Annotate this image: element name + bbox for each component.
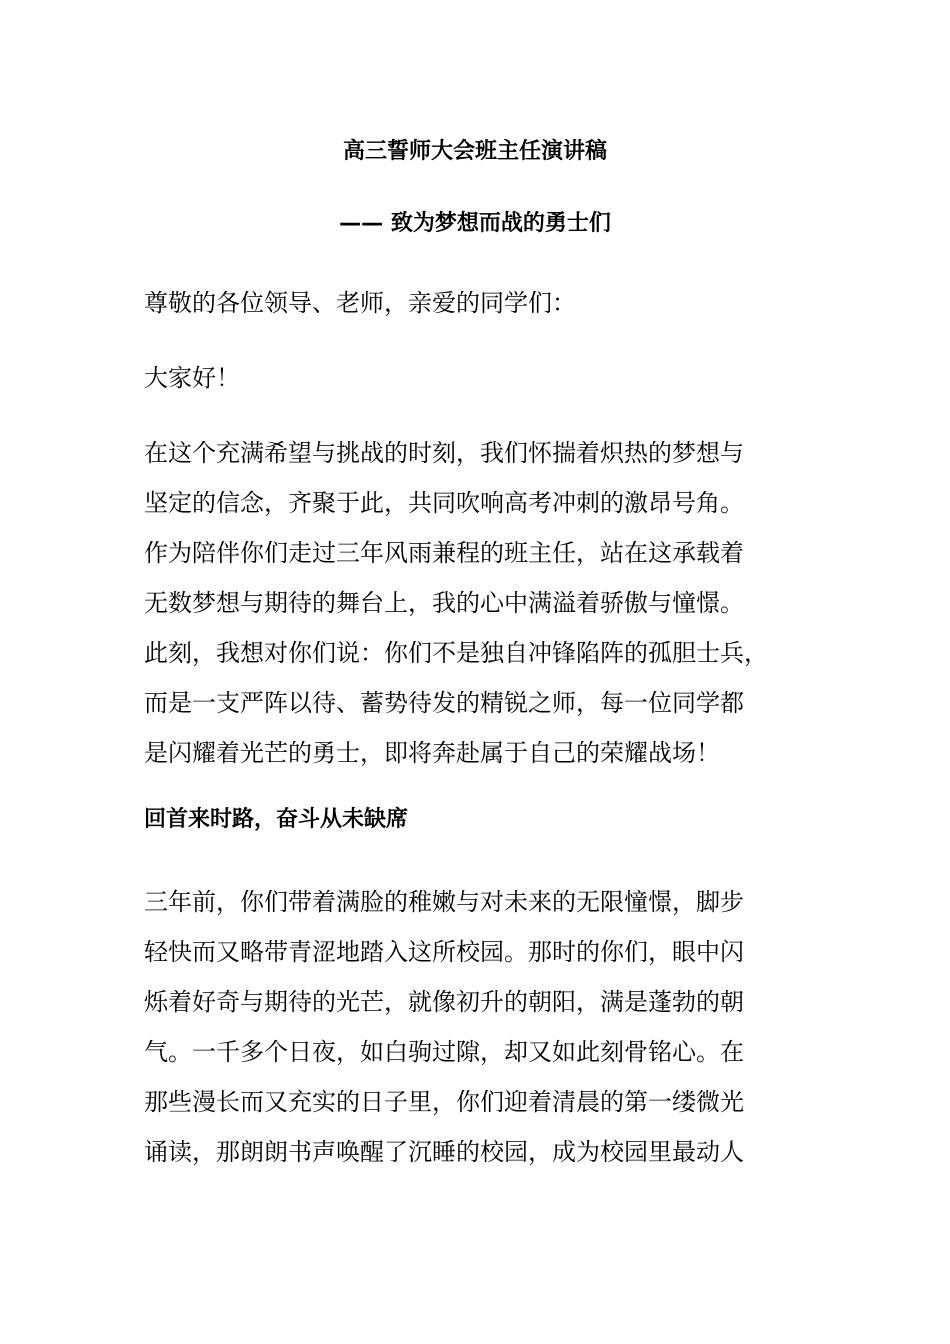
paragraph-line: 在这个充满希望与挑战的时刻，我们怀揣着炽热的梦想与	[144, 439, 744, 467]
document-subtitle: —— 致为梦想而战的勇士们	[339, 211, 611, 236]
salutation: 尊敬的各位领导、老师，亲爱的同学们：	[144, 289, 576, 317]
paragraph-line: 此刻，我想对你们说：你们不是独自冲锋陷阵的孤胆士兵，	[144, 639, 768, 667]
document-title: 高三誓师大会班主任演讲稿	[342, 139, 607, 164]
paragraph-line: 而是一支严阵以待、蓄势待发的精锐之师，每一位同学都	[144, 689, 744, 717]
paragraph-line: 坚定的信念，齐聚于此，共同吹响高考冲刺的激昂号角。	[144, 489, 744, 517]
paragraph-line: 烁着好奇与期待的光芒，就像初升的朝阳，满是蓬勃的朝	[144, 988, 744, 1016]
section-heading: 回首来时路，奋斗从未缺席	[144, 807, 409, 832]
paragraph-line: 三年前，你们带着满脸的稚嫩与对未来的无限憧憬，脚步	[144, 888, 744, 916]
paragraph-line: 那些漫长而又充实的日子里，你们迎着清晨的第一缕微光	[144, 1088, 744, 1116]
paragraph-retrospect	[144, 877, 806, 1177]
greeting: 大家好！	[144, 364, 240, 392]
paragraph-opening	[144, 428, 806, 778]
paragraph-line: 气。一千多个日夜，如白驹过隙，却又如此刻骨铭心。在	[144, 1038, 744, 1066]
paragraph-line: 作为陪伴你们走过三年风雨兼程的班主任，站在这承载着	[144, 539, 744, 567]
paragraph-line: 诵读，那朗朗书声唤醒了沉睡的校园，成为校园里最动人	[144, 1138, 744, 1166]
paragraph-line: 无数梦想与期待的舞台上，我的心中满溢着骄傲与憧憬。	[144, 589, 744, 617]
paragraph-line: 是闪耀着光芒的勇士，即将奔赴属于自己的荣耀战场！	[144, 739, 720, 767]
paragraph-line: 轻快而又略带青涩地踏入这所校园。那时的你们，眼中闪	[144, 938, 744, 966]
